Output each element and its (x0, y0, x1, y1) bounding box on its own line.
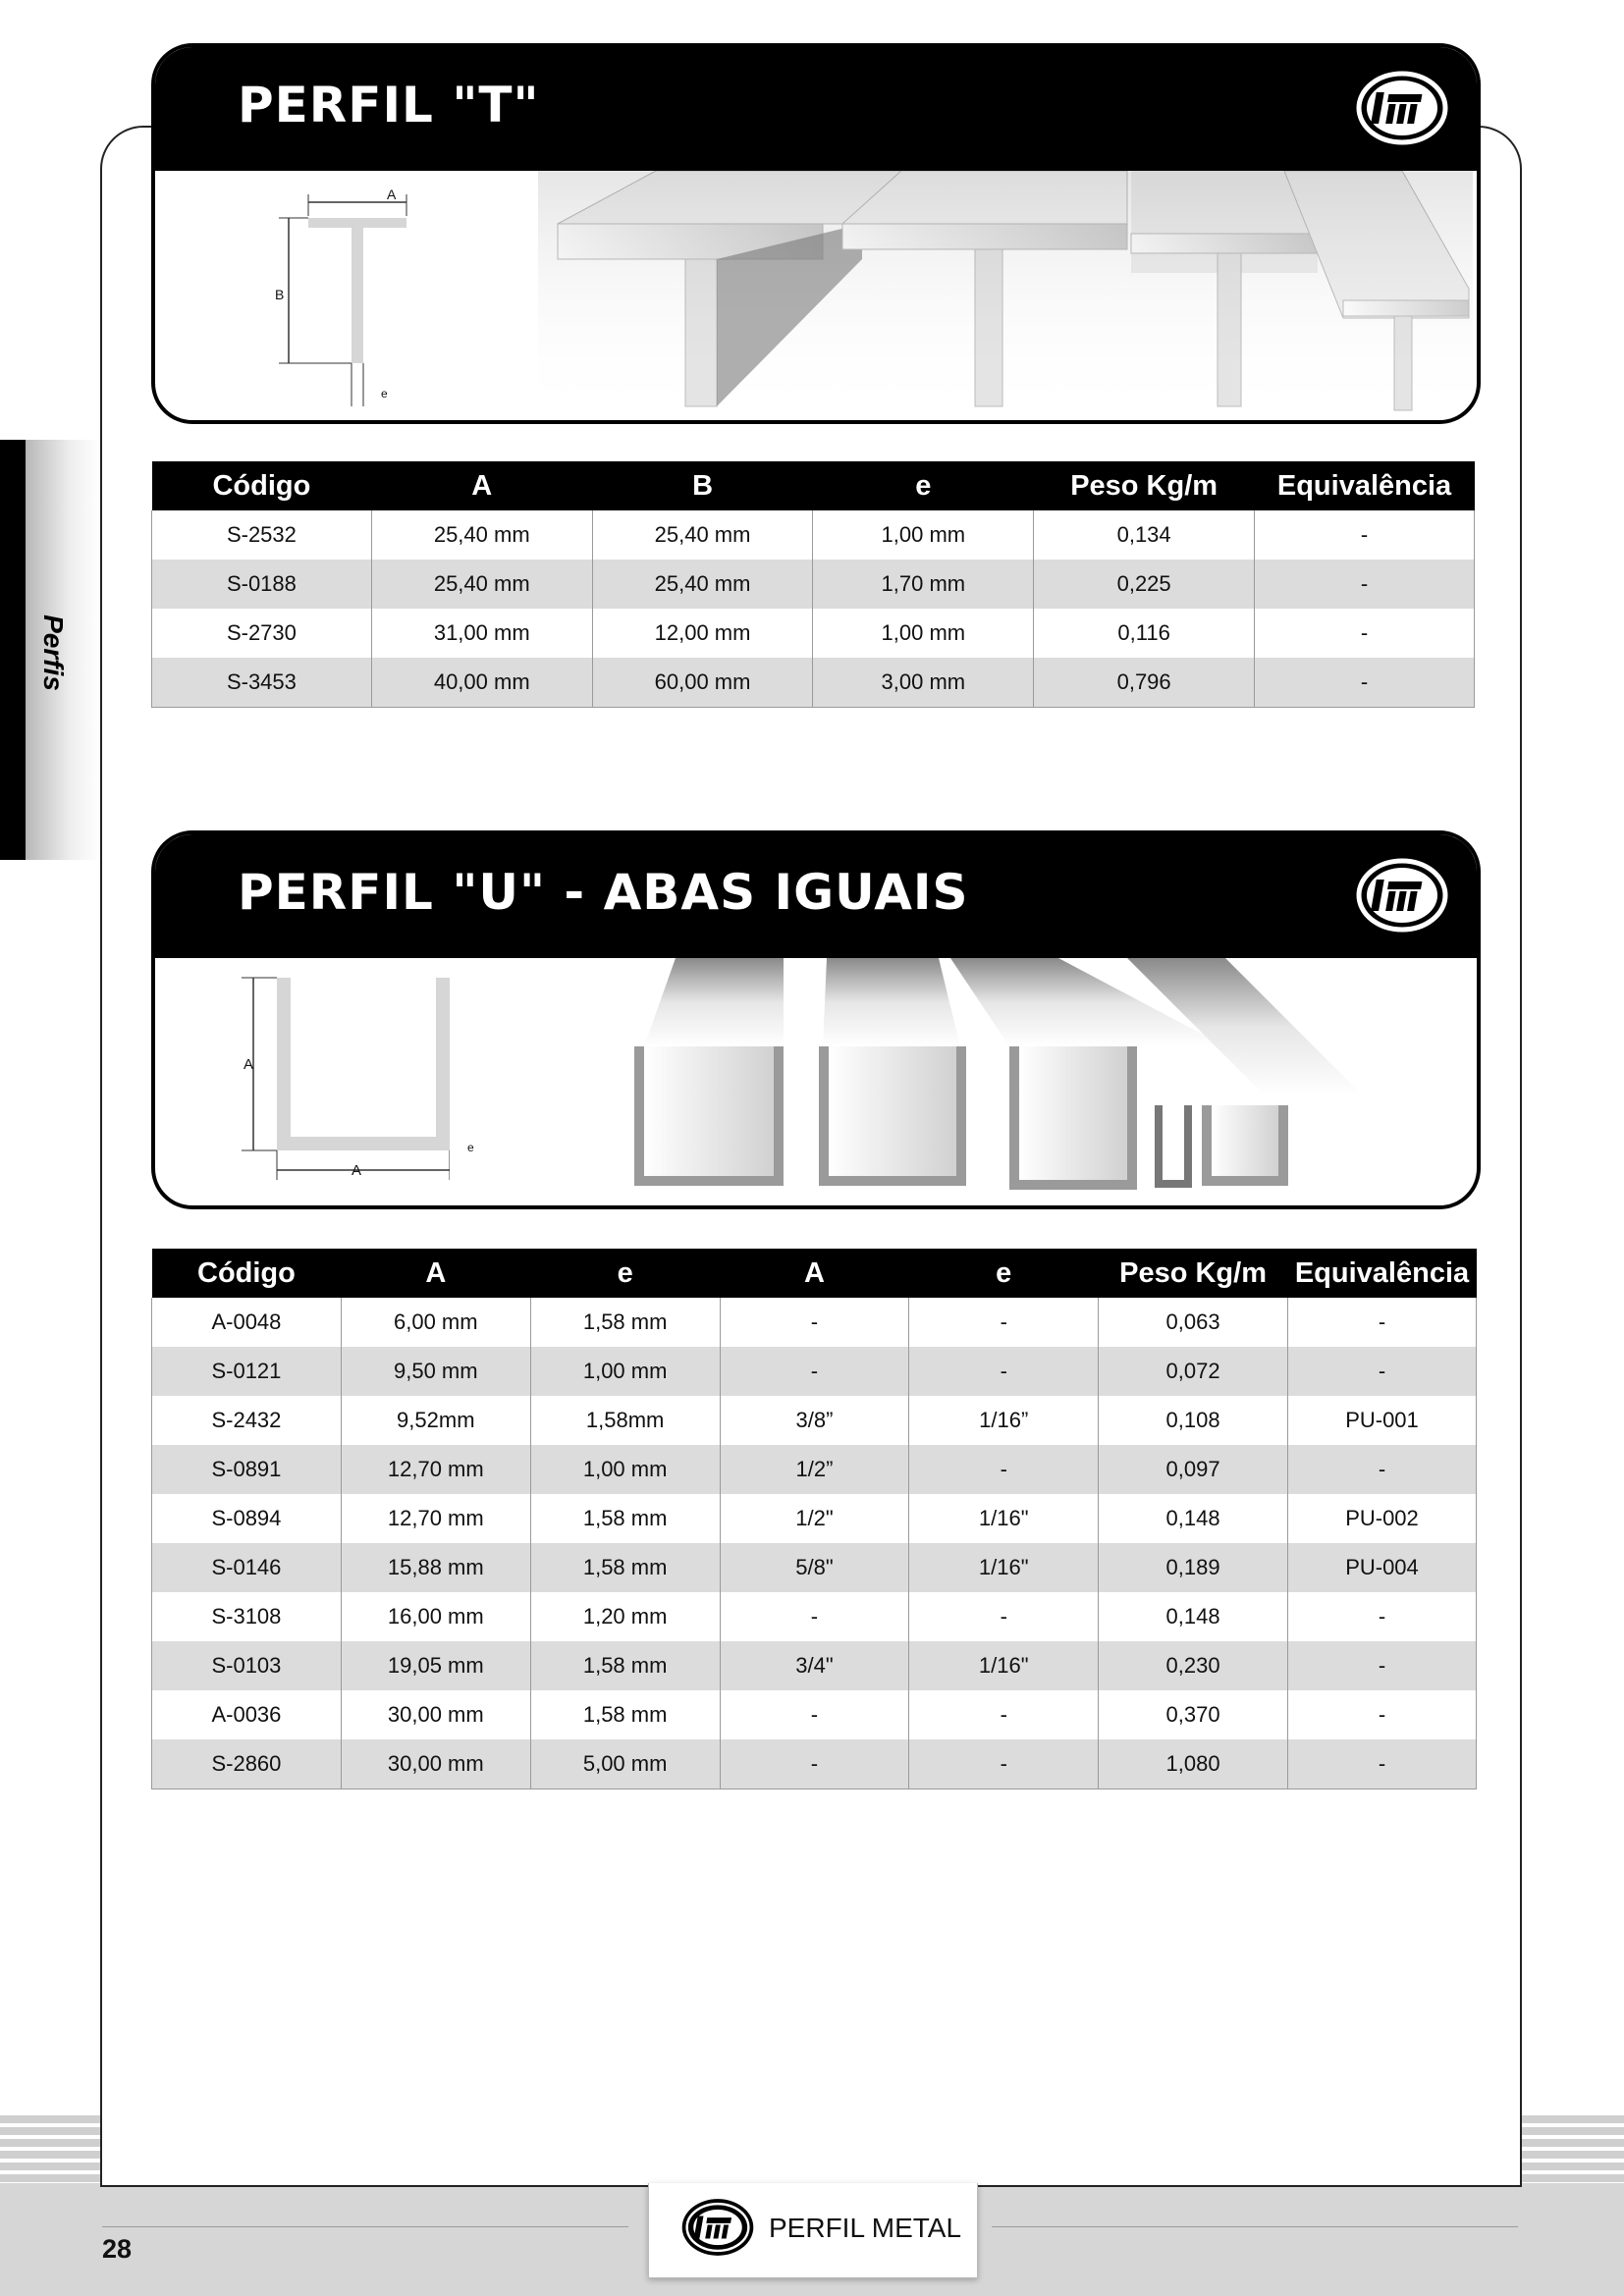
table-cell: A-0036 (152, 1690, 342, 1739)
table-row (152, 510, 1475, 560)
table-cell: 1/16” (909, 1396, 1099, 1445)
section-title: PERFIL "T" (238, 77, 540, 133)
u-label-a-vertical: A (244, 1056, 254, 1073)
footer-brand-box (648, 2183, 978, 2278)
table-cell: 40,00 mm (371, 658, 592, 708)
table-cell: 1/2" (720, 1494, 909, 1543)
col-header-equivalencia: Equivalência (1255, 461, 1475, 510)
footer-divider-right (992, 2226, 1518, 2227)
company-logo-icon (1355, 856, 1449, 934)
section-perfil-t (151, 43, 1481, 424)
table-cell: 0,230 (1099, 1641, 1288, 1690)
u-label-a-horizontal: A (352, 1162, 362, 1179)
company-logo-icon (1355, 69, 1449, 147)
table-cell: 1,00 mm (813, 609, 1034, 658)
table-cell: 0,225 (1034, 560, 1255, 609)
table-cell: S-3108 (152, 1592, 342, 1641)
table-cell: 1,58mm (530, 1396, 720, 1445)
t-profiles-illustration (538, 171, 1473, 420)
table-cell: 1,58 mm (530, 1641, 720, 1690)
table-cell: S-0188 (152, 560, 372, 609)
table-row (152, 658, 1475, 708)
table-perfil-u (151, 1249, 1477, 1789)
table-cell: - (1287, 1445, 1476, 1494)
col-header-codigo: Código (152, 1249, 342, 1298)
table-cell: 0,108 (1099, 1396, 1288, 1445)
t-label-a: A (387, 187, 397, 202)
table-cell: 1,58 mm (530, 1494, 720, 1543)
table-cell: 1,58 mm (530, 1543, 720, 1592)
table-cell: 25,40 mm (371, 510, 592, 560)
table-cell: 1,00 mm (813, 510, 1034, 560)
table-cell: - (720, 1592, 909, 1641)
col-header-a: A (341, 1249, 530, 1298)
table-row (152, 1592, 1477, 1641)
table-cell: - (1255, 609, 1475, 658)
table-cell: 1,080 (1099, 1739, 1288, 1789)
table-cell: 15,88 mm (341, 1543, 530, 1592)
t-label-e: e (381, 387, 388, 400)
table-cell: A-0048 (152, 1298, 342, 1347)
col-header-peso: Peso Kg/m (1099, 1249, 1288, 1298)
table-cell: 1,70 mm (813, 560, 1034, 609)
table-header-row (152, 461, 1475, 510)
table-cell: PU-002 (1287, 1494, 1476, 1543)
table-cell: 19,05 mm (341, 1641, 530, 1690)
table-cell: 0,063 (1099, 1298, 1288, 1347)
table-header-row (152, 1249, 1477, 1298)
table-cell: - (720, 1298, 909, 1347)
table-row (152, 1298, 1477, 1347)
table-cell: - (720, 1347, 909, 1396)
col-header-a-inch: A (720, 1249, 909, 1298)
section-perfil-u (151, 830, 1481, 1209)
t-profile-diagram (263, 181, 440, 416)
table-cell: S-2532 (152, 510, 372, 560)
table-row (152, 1739, 1477, 1789)
table-cell: 0,148 (1099, 1494, 1288, 1543)
table-cell: 3,00 mm (813, 658, 1034, 708)
table-cell: 0,370 (1099, 1690, 1288, 1739)
table-cell: 9,50 mm (341, 1347, 530, 1396)
section-title: PERFIL "U" - ABAS IGUAIS (238, 864, 969, 921)
table-cell: 0,189 (1099, 1543, 1288, 1592)
page-frame-bottom (102, 2115, 1516, 2184)
table-cell: 5,00 mm (530, 1739, 720, 1789)
table-cell: - (909, 1298, 1099, 1347)
table-cell: 25,40 mm (592, 510, 813, 560)
table-cell: 0,796 (1034, 658, 1255, 708)
table-row (152, 1543, 1477, 1592)
col-header-e-inch: e (909, 1249, 1099, 1298)
col-header-equivalencia: Equivalência (1287, 1249, 1476, 1298)
table-cell: 3/8” (720, 1396, 909, 1445)
u-profiles-illustration (617, 958, 1473, 1205)
table-cell: - (1255, 560, 1475, 609)
table-cell: - (1255, 510, 1475, 560)
section-header (155, 834, 1477, 958)
table-cell: 1/16" (909, 1641, 1099, 1690)
footer-brand-name: PERFIL METAL (769, 2213, 962, 2243)
table-row (152, 1494, 1477, 1543)
col-header-codigo: Código (152, 461, 372, 510)
table-cell: - (909, 1690, 1099, 1739)
table-cell: S-3453 (152, 658, 372, 708)
table-cell: S-0103 (152, 1641, 342, 1690)
table-cell: 25,40 mm (592, 560, 813, 609)
table-cell: S-0891 (152, 1445, 342, 1494)
table-cell: - (1287, 1690, 1476, 1739)
side-tab-bar (0, 440, 26, 860)
table-cell: S-2730 (152, 609, 372, 658)
section-header (155, 47, 1477, 171)
table-cell: 12,70 mm (341, 1445, 530, 1494)
table-cell: 9,52mm (341, 1396, 530, 1445)
table-row (152, 1396, 1477, 1445)
col-header-a: A (371, 461, 592, 510)
table-cell: 1/16" (909, 1543, 1099, 1592)
table-cell: 6,00 mm (341, 1298, 530, 1347)
table-cell: - (1287, 1641, 1476, 1690)
page-number: 28 (102, 2234, 133, 2264)
table-cell: 1,20 mm (530, 1592, 720, 1641)
table-cell: - (720, 1739, 909, 1789)
table-row (152, 1641, 1477, 1690)
table-cell: 1,58 mm (530, 1690, 720, 1739)
table-cell: 1,58 mm (530, 1298, 720, 1347)
table-cell: 3/4" (720, 1641, 909, 1690)
table-cell: - (720, 1690, 909, 1739)
table-cell: S-0146 (152, 1543, 342, 1592)
table-cell: 12,70 mm (341, 1494, 530, 1543)
table-cell: 0,148 (1099, 1592, 1288, 1641)
table-cell: - (1287, 1347, 1476, 1396)
table-perfil-t (151, 461, 1475, 708)
table-cell: 31,00 mm (371, 609, 592, 658)
table-cell: PU-001 (1287, 1396, 1476, 1445)
table-cell: 25,40 mm (371, 560, 592, 609)
table-cell: PU-004 (1287, 1543, 1476, 1592)
table-row (152, 609, 1475, 658)
table-cell: 0,134 (1034, 510, 1255, 560)
table-cell: - (1287, 1592, 1476, 1641)
table-cell: 1/2” (720, 1445, 909, 1494)
t-label-b: B (275, 287, 285, 302)
table-cell: S-0121 (152, 1347, 342, 1396)
table-cell: S-2432 (152, 1396, 342, 1445)
company-logo-icon (678, 2195, 757, 2260)
table-cell: 30,00 mm (341, 1690, 530, 1739)
table-row (152, 1690, 1477, 1739)
table-cell: S-0894 (152, 1494, 342, 1543)
u-profile-diagram (214, 970, 450, 1196)
table-cell: - (1255, 658, 1475, 708)
table-cell: 1/16" (909, 1494, 1099, 1543)
table-cell: - (909, 1347, 1099, 1396)
table-cell: - (909, 1445, 1099, 1494)
table-cell: S-2860 (152, 1739, 342, 1789)
table-cell: - (1287, 1298, 1476, 1347)
table-cell: 0,116 (1034, 609, 1255, 658)
table-cell: 0,097 (1099, 1445, 1288, 1494)
side-tab-label: Perfis (38, 614, 70, 691)
col-header-b: B (592, 461, 813, 510)
table-cell: - (1287, 1739, 1476, 1789)
table-cell: 1,00 mm (530, 1445, 720, 1494)
table-cell: 1,00 mm (530, 1347, 720, 1396)
table-row (152, 1445, 1477, 1494)
table-cell: 30,00 mm (341, 1739, 530, 1789)
table-cell: 5/8" (720, 1543, 909, 1592)
col-header-e: e (530, 1249, 720, 1298)
table-cell: 16,00 mm (341, 1592, 530, 1641)
table-row (152, 1347, 1477, 1396)
table-cell: 12,00 mm (592, 609, 813, 658)
table-row (152, 560, 1475, 609)
col-header-peso: Peso Kg/m (1034, 461, 1255, 510)
table-cell: - (909, 1739, 1099, 1789)
table-cell: 60,00 mm (592, 658, 813, 708)
footer-divider-left (102, 2226, 628, 2227)
table-cell: 0,072 (1099, 1347, 1288, 1396)
table-cell: - (909, 1592, 1099, 1641)
col-header-e: e (813, 461, 1034, 510)
u-label-e: e (467, 1141, 474, 1154)
